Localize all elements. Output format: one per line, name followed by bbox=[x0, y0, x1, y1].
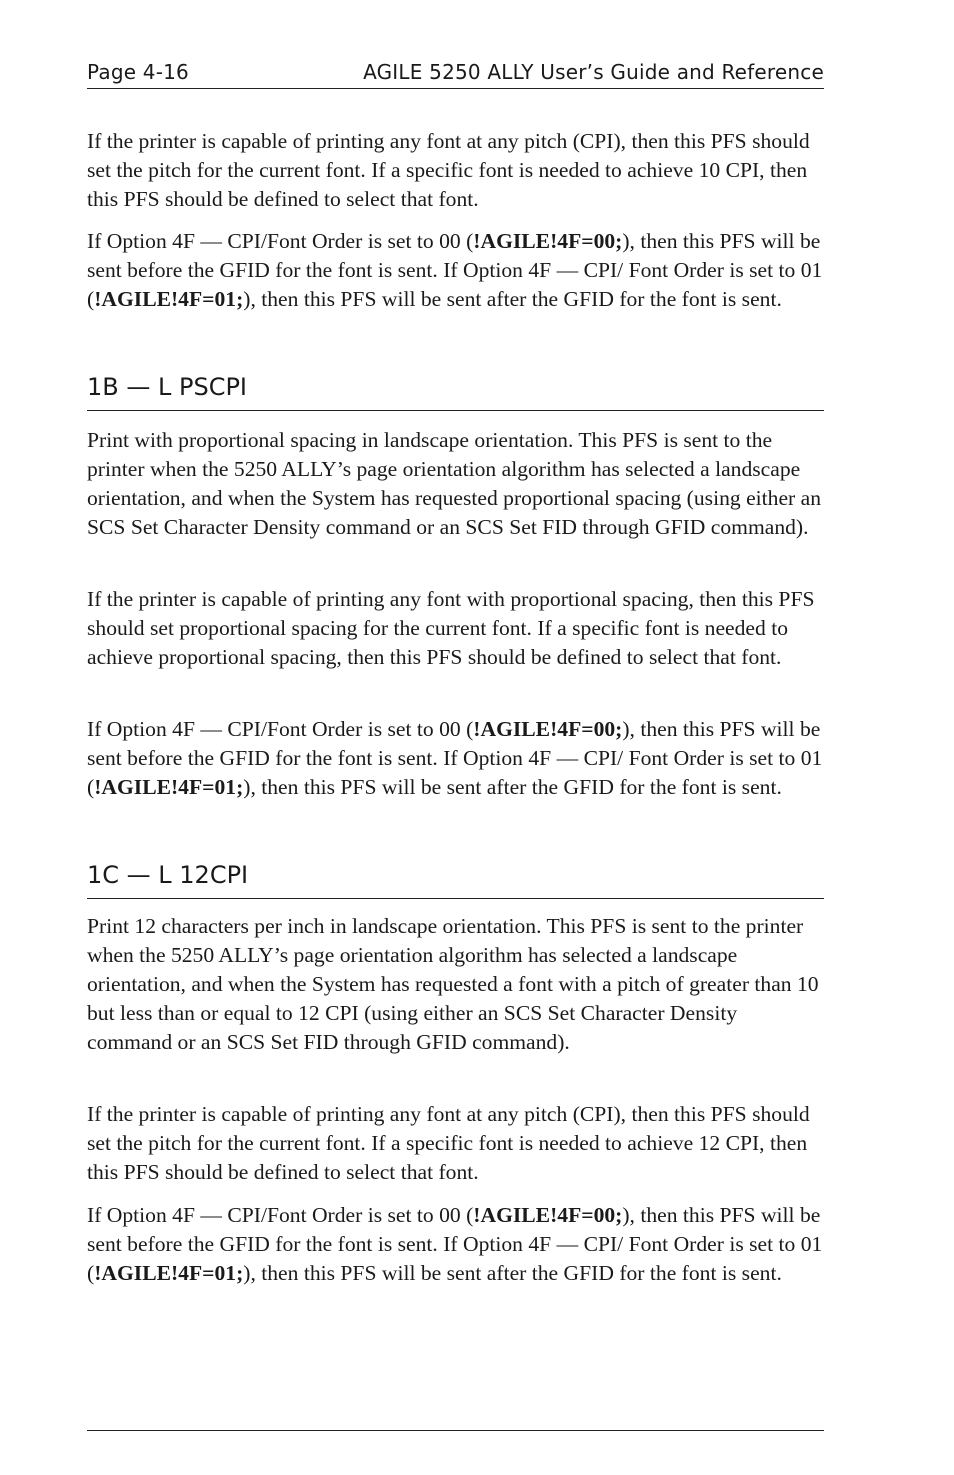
section-1b-paragraph-3 bbox=[87, 715, 824, 802]
command-code: !AGILE!4F=01; bbox=[94, 1261, 244, 1285]
command-code: !AGILE!4F=00; bbox=[473, 717, 623, 741]
section-1c-paragraph-1-block bbox=[87, 912, 824, 1057]
intro-paragraph-2 bbox=[87, 227, 824, 314]
section-1b-paragraph-3-block bbox=[87, 715, 824, 802]
section-1c-paragraph-3-block bbox=[87, 1201, 824, 1288]
text-run: ), then this PFS will be sent before the GFID for the font is sent. If Option 4F — CPI/ Font Order is set to 01 ( bbox=[87, 229, 823, 311]
section-heading-1c: 1C — L 12CPI bbox=[87, 860, 824, 899]
document-title: AGILE 5250 ALLY User’s Guide and Reference bbox=[363, 60, 824, 84]
intro-paragraph-1-block bbox=[87, 127, 824, 214]
command-code: !AGILE!4F=01; bbox=[94, 287, 244, 311]
command-code: !AGILE!4F=01; bbox=[94, 775, 244, 799]
section-1c-paragraph-2-block bbox=[87, 1100, 824, 1187]
text-run: If Option 4F — CPI/Font Order is set to 00 ( bbox=[87, 717, 474, 741]
running-header bbox=[87, 58, 824, 89]
section-1b-paragraph-2-block bbox=[87, 585, 824, 672]
text-run: ), then this PFS will be sent after the GFID for the font is sent. bbox=[243, 1261, 782, 1285]
text-run: ), then this PFS will be sent before the GFID for the font is sent. If Option 4F — CPI/ Font Order is set to 01 ( bbox=[87, 1203, 823, 1285]
command-code: !AGILE!4F=00; bbox=[473, 1203, 623, 1227]
section-1b-paragraph-1-block bbox=[87, 426, 824, 542]
text-run: ), then this PFS will be sent before the GFID for the font is sent. If Option 4F — CPI/ Font Order is set to 01 ( bbox=[87, 717, 823, 799]
section-1c-paragraph-1: Print 12 characters per inch in landscape orientation. This PFS is sent to the printer when the 5250 ALLY’s page orientation algorithm has selected a landscape orientation, and when the System has requested a font with a pitch of greater than 10 but less than or equal to 12 CPI (using either an SCS Set Character Density command or an SCS Set FID through GFID command). bbox=[87, 914, 819, 1054]
section-1b-paragraph-1: Print with proportional spacing in landscape orientation. This PFS is sent to the printer when the 5250 ALLY’s page orientation algorithm has selected a landscape orientation, and when the System has requested proportional spacing (using either an SCS Set Character Density command or an SCS Set FID through GFID command). bbox=[87, 428, 821, 539]
section-1c-paragraph-3 bbox=[87, 1201, 824, 1288]
text-run: If Option 4F — CPI/Font Order is set to 00 ( bbox=[87, 229, 474, 253]
command-code: !AGILE!4F=00; bbox=[473, 229, 623, 253]
footer-rule bbox=[87, 1430, 824, 1431]
section-1c-paragraph-2: If the printer is capable of printing any font at any pitch (CPI), then this PFS should set the pitch for the current font. If a specific font is needed to achieve 12 CPI, then this PFS should be defined to select that font. bbox=[87, 1102, 810, 1184]
text-run: ), then this PFS will be sent after the GFID for the font is sent. bbox=[243, 775, 782, 799]
text-run: ), then this PFS will be sent after the GFID for the font is sent. bbox=[243, 287, 782, 311]
page-number: Page 4-16 bbox=[87, 60, 189, 84]
intro-paragraph-2-block bbox=[87, 227, 824, 314]
section-heading-1b: 1B — L PSCPI bbox=[87, 372, 824, 411]
text-run: If Option 4F — CPI/Font Order is set to 00 ( bbox=[87, 1203, 474, 1227]
section-1b-paragraph-2: If the printer is capable of printing any font with proportional spacing, then this PFS should set proportional spacing for the current font. If a specific font is needed to achieve proportional spacing, then this PFS should be defined to select that font. bbox=[87, 587, 815, 669]
intro-paragraph-1: If the printer is capable of printing any font at any pitch (CPI), then this PFS should set the pitch for the current font. If a specific font is needed to achieve 10 CPI, then this PFS should be defined to select that font. bbox=[87, 129, 810, 211]
